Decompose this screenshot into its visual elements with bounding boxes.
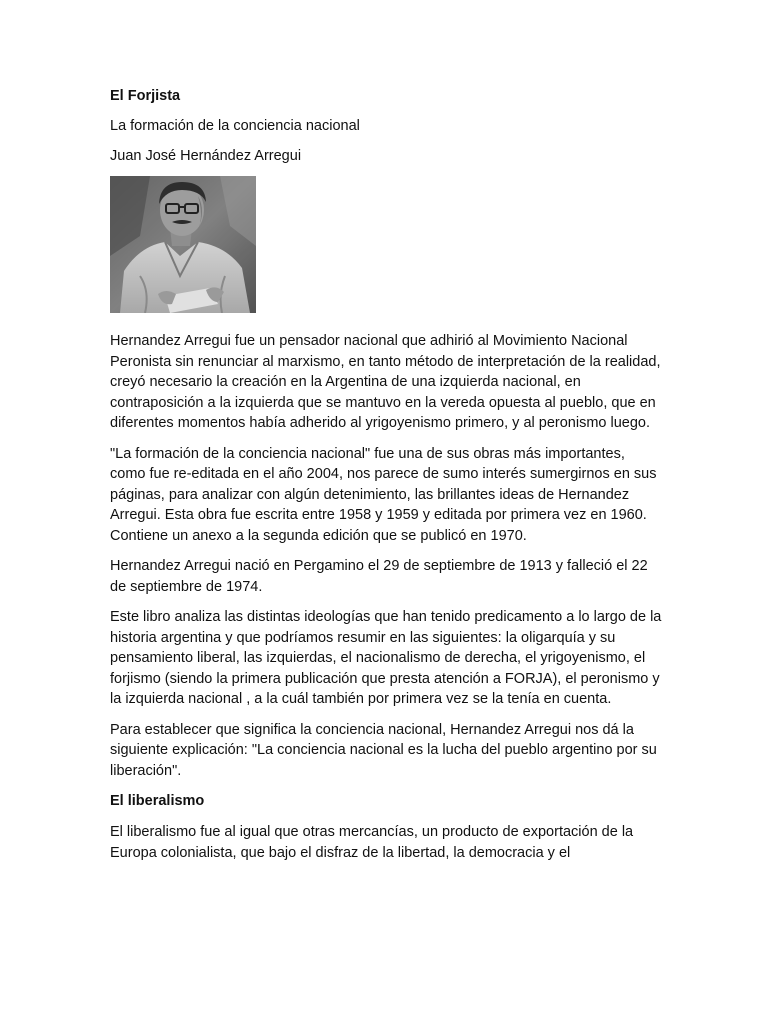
document-title: El Forjista	[110, 88, 181, 104]
author-portrait	[110, 176, 256, 313]
document-author: Juan José Hernández Arregui	[110, 148, 302, 164]
section-heading: El liberalismo	[110, 793, 205, 809]
document-subtitle: La formación de la conciencia nacional	[110, 118, 360, 134]
paragraph: Hernandez Arregui nació en Pergamino el 29 de septiembre de 1913 y falleció el 22 de septiembre de 1974.	[110, 558, 648, 595]
paragraph: Hernandez Arregui fue un pensador nacional que adhirió al Movimiento Nacional Peronista sin renunciar al marxismo, en tanto método de interpretación de la realidad, creyó necesario la creación en la Argentina de una izquierda nacional, en contraposición a la izquierda que se mantuvo en la vereda opuesta al pueblo, que en diferentes momentos había adherido al yrigoyenismo primero, y al peronismo luego.	[110, 333, 661, 431]
paragraph: Para establecer que significa la conciencia nacional, Hernandez Arregui nos dá la siguiente explicación: "La conciencia nacional es la lucha del pueblo argentino por su liberación".	[110, 721, 657, 779]
document-body	[110, 86, 662, 873]
section-paragraph: El liberalismo fue al igual que otras mercancías, un producto de exportación de la Europa colonialista, que bajo el disfraz de la libertad, la democracia y el	[110, 824, 634, 861]
paragraph: Este libro analiza las distintas ideologías que han tenido predicamento a lo largo de la historia argentina y que podríamos resumir en las siguientes: la oligarquía y su pensamiento liberal, las izquierdas, el nacionalismo de derecha, el yrigoyenismo, el forjismo (siendo la primera publicación que presta atención a FORJA), el peronismo y la izquierda nacional , a la cuál también por primera vez se la tenía en cuenta.	[110, 609, 662, 707]
paragraph: "La formación de la conciencia nacional" fue una de sus obras más importantes, como fue re-editada en el año 2004, nos parece de sumo interés sumergirnos en sus páginas, para analizar con algún detenimiento, las brillantes ideas de Hernandez Arregui. Esta obra fue escrita entre 1958 y 1959 y editada por primera vez en 1960. Contiene un anexo a la segunda edición que se publicó en 1970.	[110, 445, 657, 544]
